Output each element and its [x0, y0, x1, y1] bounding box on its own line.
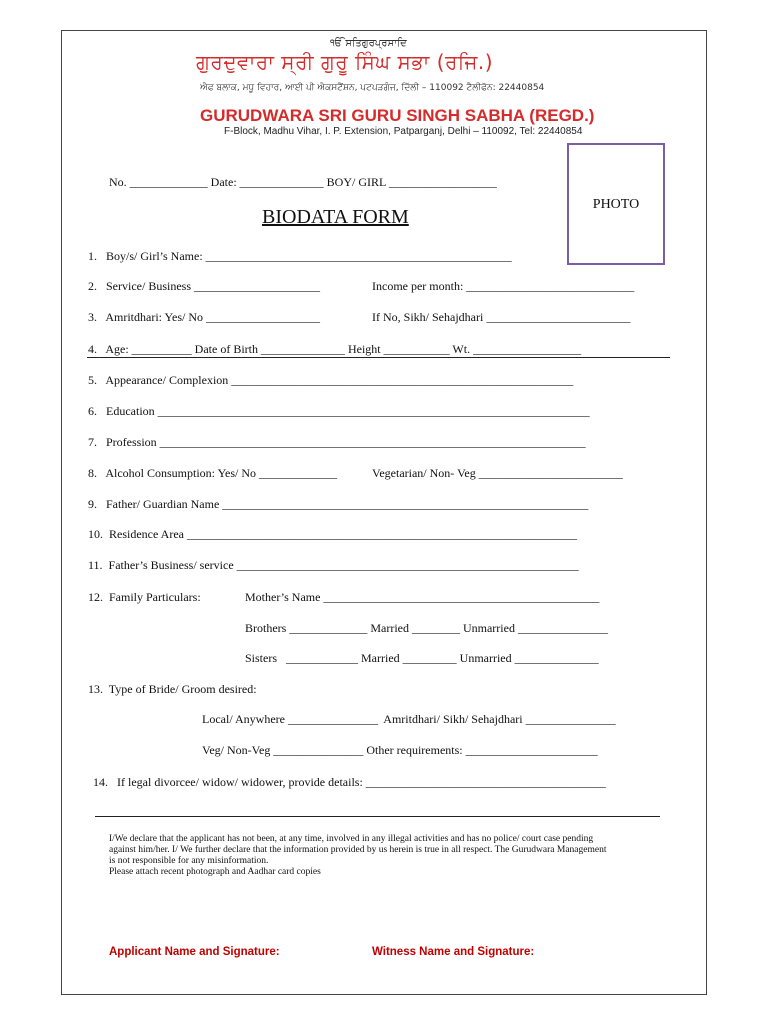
form-title: BIODATA FORM: [262, 206, 409, 228]
declaration-line-3: is not responsible for any misinformation.: [109, 856, 269, 866]
field-amritdhari[interactable]: 3. Amritdhari: Yes/ No ___________________: [88, 310, 321, 324]
field-vegetarian[interactable]: Vegetarian/ Non- Veg ________________________: [372, 466, 623, 480]
row4-underline: [87, 357, 670, 358]
witness-signature-label: Witness Name and Signature:: [372, 946, 535, 958]
photo-box[interactable]: [567, 143, 665, 265]
field-sisters[interactable]: Sisters ____________ Married _________ Unmarried ______________: [245, 651, 599, 665]
photo-label: PHOTO: [592, 197, 640, 212]
field-sikh-sehajdhari[interactable]: If No, Sikh/ Sehajdhari ________________________: [372, 310, 631, 324]
field-father-business[interactable]: 11. Father’s Business/ service _________________________________________________________: [88, 558, 579, 572]
declaration-line-2: against him/her. I/ We further declare that the information provided by us herein is true in all respect. The Gurudwara Management: [109, 845, 607, 855]
field-residence-area[interactable]: 10. Residence Area _________________________________________________________________: [88, 527, 577, 541]
family-particulars-label: 12. Family Particulars:: [88, 590, 201, 604]
field-veg-other[interactable]: Veg/ Non-Veg _______________ Other requirements: ______________________: [202, 743, 598, 757]
field-name[interactable]: 1. Boy/s/ Girl’s Name: ___________________________________________________: [88, 249, 512, 263]
field-brothers[interactable]: Brothers _____________ Married ________ Unmarried _______________: [245, 621, 608, 635]
field-guardian-name[interactable]: 9. Father/ Guardian Name _____________________________________________________________: [88, 497, 589, 511]
applicant-signature-label: Applicant Name and Signature:: [109, 946, 280, 958]
english-address: F-Block, Madhu Vihar, I. P. Extension, Patparganj, Delhi – 110092, Tel: 22440854: [224, 126, 583, 137]
punjabi-title: ਗੁਰਦੁਵਾਰਾ ਸ੍ਰੀ ਗੁਰੂ ਸਿੰਘ ਸਭਾ (ਰਜਿ.): [196, 50, 494, 74]
punjabi-address: ਐਫ ਬਲਾਕ, ਮਧੂ ਵਿਹਾਰ, ਆਈ ਪੀ ਐਕਸਟੈਂਸ਼ਨ, ਪਟਪੜਗੰਜ, ਦਿੱਲੀ – 110092 ਟੈਲੀਫੋਨ: 22440854: [200, 83, 545, 93]
field-income[interactable]: Income per month: ____________________________: [372, 279, 635, 293]
field-education[interactable]: 6. Education ________________________________________________________________________: [88, 404, 590, 418]
declaration-line-1: I/We declare that the applicant has not been, at any time, involved in any illegal activities and has no police/ court case pending: [109, 834, 594, 844]
field-service[interactable]: 2. Service/ Business _____________________: [88, 279, 320, 293]
declaration-line-4: Please attach recent photograph and Aadhar card copies: [109, 867, 321, 877]
field-age-dob-height-wt[interactable]: 4. Age: __________ Date of Birth ______________ Height ___________ Wt. __________________: [88, 342, 582, 356]
field-divorcee-details[interactable]: 14. If legal divorcee/ widow/ widower, provide details: ________________________________________: [93, 775, 606, 789]
field-appearance[interactable]: 5. Appearance/ Complexion _________________________________________________________: [88, 373, 574, 387]
field-profession[interactable]: 7. Profession _______________________________________________________________________: [88, 435, 586, 449]
meta-line[interactable]: No. _____________ Date: ______________ BOY/ GIRL __________________: [109, 175, 497, 189]
punjabi-invocation: ੴ ਸਤਿਗੁਰਪ੍ਰਸਾਦਿ: [330, 38, 407, 49]
details-extra-line: [95, 816, 660, 817]
english-title: GURUDWARA SRI GURU SINGH SABHA (REGD.): [200, 106, 595, 125]
field-mother-name[interactable]: Mother’s Name ______________________________________________: [245, 590, 600, 604]
type-desired-label: 13. Type of Bride/ Groom desired:: [88, 682, 257, 696]
field-alcohol[interactable]: 8. Alcohol Consumption: Yes/ No _____________: [88, 466, 338, 480]
field-local-amritdhari[interactable]: Local/ Anywhere _______________ Amritdhari/ Sikh/ Sehajdhari _______________: [202, 712, 616, 726]
